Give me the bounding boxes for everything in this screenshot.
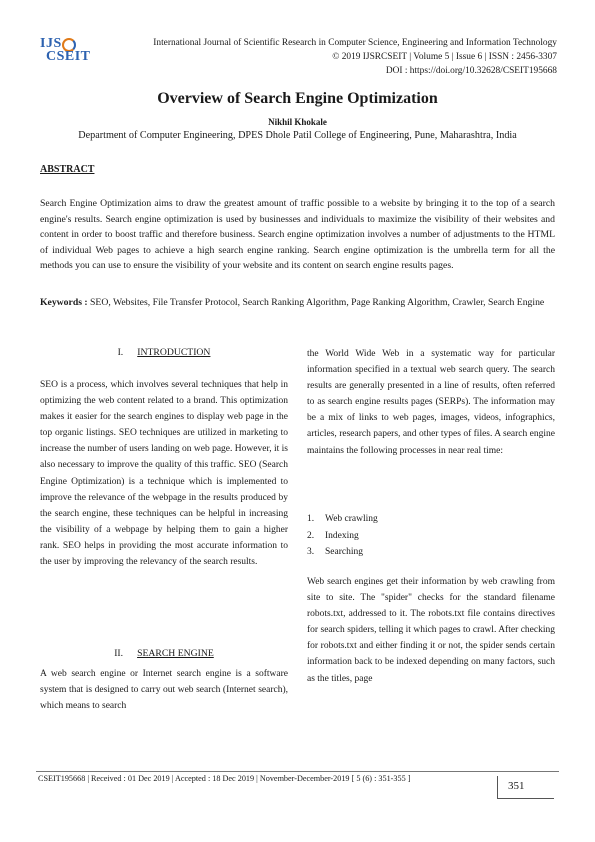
footer-citation: CSEIT195668 | Received : 01 Dec 2019 | Accepted : 18 Dec 2019 | November-December-2019 [ 5 (6) : 351-355 ] — [38, 774, 411, 783]
paper-title: Overview of Search Engine Optimization — [157, 90, 438, 107]
right-column-paragraph-1: the World Wide Web in a systematic way for particular information specified in a textual web search query. The search results are generally presented in a line of results, often referred to as search engine results pages (SERPs). The information may be a mix of links to web pages, images, videos, infographics, articles, research papers, and other types of files. A search engine maintains the following processes in near real time: — [307, 349, 555, 456]
abstract-heading: ABSTRACT — [40, 164, 95, 175]
keywords — [40, 295, 555, 311]
logo-text-bottom: CSEIT — [46, 49, 91, 64]
section-label: SEARCH ENGINE — [137, 648, 214, 659]
author-affiliation: Department of Computer Engineering, DPES Dhole Patil College of Engineering, Pune, Maharashtra, India — [78, 130, 517, 141]
section-number: II. — [114, 648, 124, 659]
search-engine-body: A web search engine or Internet search engine is a software system that is designed to carry out web search (Internet search), which means to search — [40, 669, 288, 712]
section-number: I. — [117, 347, 124, 358]
section-heading-introduction — [40, 347, 288, 358]
keywords-list: SEO, Websites, File Transfer Protocol, Search Ranking Algorithm, Page Ranking Algorithm, Crawler, Search Engine — [87, 297, 545, 308]
doi-link[interactable]: DOI : https://doi.org/10.32628/CSEIT195668 — [385, 66, 557, 76]
abstract-body: Search Engine Optimization aims to draw the greatest amount of traffic possible to a website by bringing it to the top of a search engine's results. Search engine optimization is used by businesses and individuals to maximize the visibility of their websites and content in order to boost traffic and therefore business. Search engine optimization involves a number of adjustments to the HTML of individual Web pages to achieve a high search engine ranking. Search engine optimization is the umbrella term for all the methods you can use to ensure the visibility of your website and its content on search engine results pages. — [40, 198, 555, 272]
journal-name: International Journal of Scientific Research in Computer Science, Engineering and Information Technology — [153, 38, 557, 48]
introduction-body: SEO is a process, which involves several techniques that help in optimizing the web content related to a brand. This optimization makes it easier for the search engines to display web page in the top organic listings. SEO techniques are utilized in marketing to increase the number of users landing on web page. However, it is also necessary to improve the quality of this traffic. SEO (Search Engine Optimization) is a technique which is implemented to improve the relevance of the webpage in the results produced by the search engine, these techniques can be helpful in increasing the visibility of a webpage by helping them to gain a higher rank. SEO helps in providing the most accurate information to the user by improving the relevancy of the search results. — [40, 380, 288, 568]
list-item: 2. Indexing — [307, 530, 359, 541]
author-name: Nikhil Khokale — [268, 117, 327, 127]
list-item: 3. Searching — [307, 547, 363, 557]
keywords-label: Keywords : — [40, 297, 88, 308]
footer-divider — [36, 771, 559, 772]
page-number-box — [497, 776, 554, 799]
right-column-paragraph-2: Web search engines get their information by web crawling from site to site. The "spider" checks for the standard filename robots.txt, addressed to it. The robots.txt file contains directives for search spiders, telling it which pages to crawl. After checking for robots.txt and either finding it or not, the spider sends certain information back to be indexed depending on many factors, such as the titles, page — [307, 577, 555, 684]
search-engine-process-list — [307, 511, 378, 561]
journal-issue: © 2019 IJSRCSEIT | Volume 5 | Issue 6 | ISSN : 2456-3307 — [332, 52, 557, 62]
journal-logo — [36, 36, 94, 66]
section-label: INTRODUCTION — [137, 347, 211, 358]
logo-text-top: IJS — [40, 36, 62, 51]
list-item: 1. Web crawling — [307, 514, 378, 524]
page-number: 351 — [508, 780, 525, 792]
section-heading-search-engine — [40, 648, 288, 659]
